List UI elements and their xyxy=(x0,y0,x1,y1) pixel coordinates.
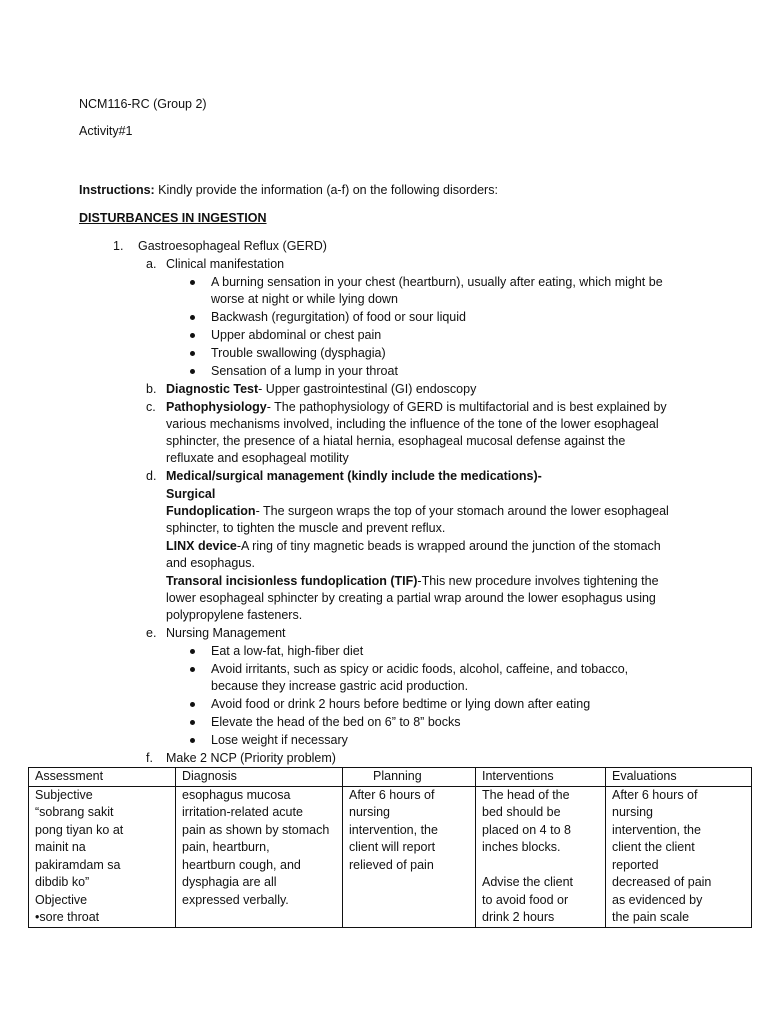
section-title: DISTURBANCES IN INGESTION xyxy=(79,211,267,225)
item-e-label: Nursing Management xyxy=(166,626,286,640)
a-bullet-4: Trouble swallowing (dysphagia) xyxy=(211,346,386,360)
cell-line: as evidenced by xyxy=(612,892,703,907)
cell-line: nursing xyxy=(349,805,390,819)
instructions-label: Instructions: xyxy=(79,183,155,197)
bullet-icon xyxy=(190,702,195,707)
bullet-icon xyxy=(190,667,195,672)
cell-line: “sobrang sakit xyxy=(35,805,114,819)
item-c-line-4: refluxate and esophageal motility xyxy=(166,451,349,465)
bullet-icon xyxy=(190,315,195,320)
cell-line: client will report xyxy=(349,840,436,854)
a-bullet-1-line-1: A burning sensation in your chest (heartburn), usually after eating, which might be xyxy=(211,275,663,289)
cell-assessment xyxy=(29,786,176,927)
cell-line: dysphagia are all xyxy=(182,875,277,889)
cell-line: •sore throat xyxy=(35,910,100,924)
tif-line-2: lower esophageal sphincter by creating a partial wrap around the lower esophagus using xyxy=(166,591,656,605)
cell-line: client the client xyxy=(612,840,695,854)
bullet-icon xyxy=(190,720,195,725)
cell-line: Subjective xyxy=(35,787,93,802)
tif-line-3: polypropylene fasteners. xyxy=(166,608,303,622)
item-b-letter: b. xyxy=(146,382,157,396)
cell-line: drink 2 hours xyxy=(482,910,555,924)
header-diagnosis: Diagnosis xyxy=(176,768,343,787)
cell-line: The head of the xyxy=(482,787,570,802)
cell-line: dibdib ko” xyxy=(35,875,90,889)
linx-line-1 xyxy=(166,538,661,555)
fundoplication-text: - The surgeon wraps the top of your stomach around the lower esophageal xyxy=(255,504,669,518)
item-c-line-2: various mechanisms involved, including the influence of the tone of the lower esophageal xyxy=(166,417,659,431)
cell-planning xyxy=(343,786,476,927)
e-bullet-2-line-1: Avoid irritants, such as spicy or acidic foods, alcohol, caffeine, and tobacco, xyxy=(211,662,629,676)
bullet-icon xyxy=(190,649,195,654)
disorder-number: 1. xyxy=(113,239,124,253)
cell-line: esophagus mucosa xyxy=(182,787,291,802)
cell-line: intervention, the xyxy=(349,822,438,837)
cell-line: Objective xyxy=(35,892,88,907)
item-d-label: Medical/surgical management (kindly include the medications)- xyxy=(166,469,542,483)
disorder-title: Gastroesophageal Reflux (GERD) xyxy=(138,239,327,253)
cell-line: nursing xyxy=(612,805,653,819)
item-d-letter: d. xyxy=(146,469,157,483)
fundoplication-line-2: sphincter, to tighten the muscle and prevent reflux. xyxy=(166,521,446,535)
item-a-label: Clinical manifestation xyxy=(166,257,285,271)
header-evaluations: Evaluations xyxy=(606,768,752,787)
surgical-label: Surgical xyxy=(166,487,216,501)
cell-line: relieved of pain xyxy=(349,857,434,872)
cell-line: Advise the client xyxy=(482,875,574,889)
instructions xyxy=(79,182,498,199)
e-bullet-3: Avoid food or drink 2 hours before bedtime or lying down after eating xyxy=(211,697,591,711)
bullet-icon xyxy=(190,369,195,374)
bullet-icon xyxy=(190,280,195,285)
cell-line: pain, heartburn, xyxy=(182,840,270,854)
item-c-letter: c. xyxy=(146,400,156,414)
item-a-letter: a. xyxy=(146,257,157,271)
item-e-letter: e. xyxy=(146,626,157,640)
fundoplication-name: Fundoplication xyxy=(166,504,256,518)
cell-line: placed on 4 to 8 xyxy=(482,822,571,837)
item-c-label: Pathophysiology xyxy=(166,400,267,414)
a-bullet-1-line-2: worse at night or while lying down xyxy=(211,292,398,306)
cell-line: mainit na xyxy=(35,840,86,854)
linx-line-2: and esophagus. xyxy=(166,556,255,570)
cell-line: inches blocks. xyxy=(482,840,561,854)
item-f-letter: f. xyxy=(146,751,153,765)
cell-line: to avoid food or xyxy=(482,892,569,907)
a-bullet-3: Upper abdominal or chest pain xyxy=(211,328,382,342)
e-bullet-1: Eat a low-fat, high-fiber diet xyxy=(211,644,364,658)
item-b-text: - Upper gastrointestinal (GI) endoscopy xyxy=(258,382,477,396)
cell-line: decreased of pain xyxy=(612,875,712,889)
item-c-text: - The pathophysiology of GERD is multifactorial and is best explained by xyxy=(266,400,667,414)
header-interventions: Interventions xyxy=(476,768,606,787)
bullet-icon xyxy=(190,333,195,338)
e-bullet-5: Lose weight if necessary xyxy=(211,733,348,747)
cell-line: pakiramdam sa xyxy=(35,857,121,872)
course-heading: NCM116-RC (Group 2) xyxy=(79,97,207,111)
a-bullet-2: Backwash (regurgitation) of food or sour liquid xyxy=(211,310,466,324)
tif-line-1 xyxy=(166,573,659,590)
e-bullet-2-line-2: because they increase gastric acid production. xyxy=(211,679,469,693)
table-header-row xyxy=(29,768,752,787)
item-b xyxy=(166,381,476,398)
cell-line: After 6 hours of xyxy=(612,787,698,802)
linx-text: -A ring of tiny magnetic beads is wrapped around the junction of the stomach xyxy=(236,539,661,553)
cell-line: heartburn cough, and xyxy=(182,857,301,872)
cell-line: the pain scale xyxy=(612,910,690,924)
bullet-icon xyxy=(190,738,195,743)
tif-name: Transoral incisionless fundoplication (TIF) xyxy=(166,574,418,588)
fundoplication-line-1 xyxy=(166,503,669,520)
cell-interventions xyxy=(476,786,606,927)
cell-line: bed should be xyxy=(482,805,561,819)
item-c-line-3: sphincter, the presence of a hiatal hernia, esophageal mucosal defense against the xyxy=(166,434,626,448)
linx-name: LINX device xyxy=(166,539,237,553)
cell-gap xyxy=(482,857,601,875)
item-c-line-1 xyxy=(166,399,667,416)
cell-evaluations xyxy=(606,786,752,927)
cell-line: intervention, the xyxy=(612,822,701,837)
bullet-icon xyxy=(190,351,195,356)
cell-line: reported xyxy=(612,857,659,872)
item-f-label: Make 2 NCP (Priority problem) xyxy=(166,751,336,765)
a-bullet-5: Sensation of a lump in your throat xyxy=(211,364,398,378)
cell-line: After 6 hours of xyxy=(349,787,435,802)
activity-heading: Activity#1 xyxy=(79,124,133,138)
header-assessment: Assessment xyxy=(29,768,176,787)
cell-diagnosis xyxy=(176,786,343,927)
table-row xyxy=(29,786,752,927)
cell-line: expressed verbally. xyxy=(182,892,289,907)
cell-line: pain as shown by stomach xyxy=(182,822,330,837)
ncp-table xyxy=(28,767,752,928)
cell-line: irritation-related acute xyxy=(182,805,303,819)
instructions-text: Kindly provide the information (a-f) on the following disorders: xyxy=(154,183,498,197)
tif-text: -This new procedure involves tightening the xyxy=(417,574,659,588)
item-b-label: Diagnostic Test xyxy=(166,382,259,396)
cell-line: pong tiyan ko at xyxy=(35,822,124,837)
header-planning: Planning xyxy=(343,768,476,787)
e-bullet-4: Elevate the head of the bed on 6” to 8” bocks xyxy=(211,715,461,729)
